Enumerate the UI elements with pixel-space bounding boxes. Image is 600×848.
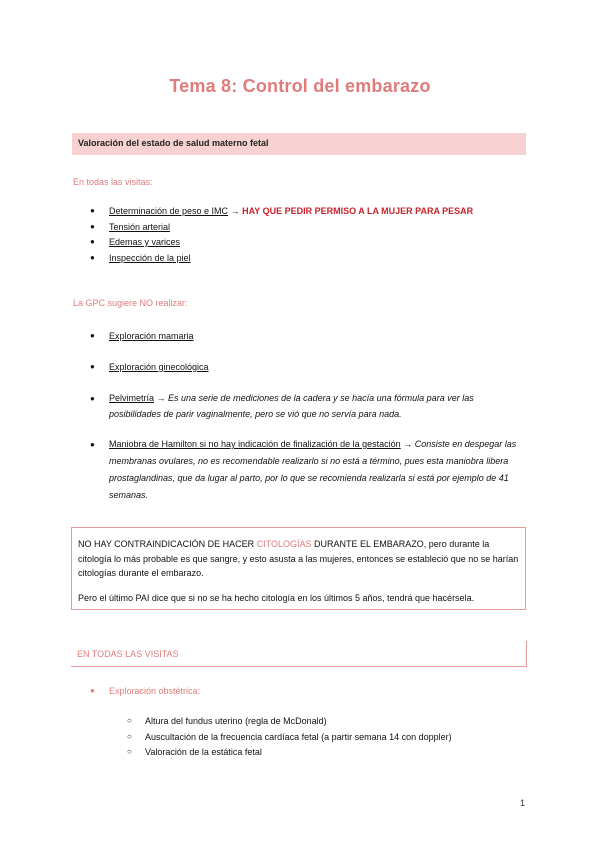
note-paragraph: Pero el último PAI dice que si no se ha hecho citología en los últimos 5 años, tendrá que hacérsela. (78, 592, 475, 603)
bullet-icon: ● (90, 331, 95, 340)
bullet-icon: ● (90, 686, 95, 695)
bullet-icon: ● (90, 253, 95, 262)
note-paragraph: NO HAY CONTRAINDICACIÓN DE HACER CITOLOGÍAS DURANTE EL EMBARAZO, pero durante la citología lo más probable es que sangre, y esto asusta a las mujeres, entonces se estableció que no se harían citologías durante el embarazo. (78, 539, 519, 578)
gpc-label: La GPC sugiere NO realizar: (73, 298, 188, 308)
section-heading-materno-fetal: Valoración del estado de salud materno fetal (72, 133, 526, 155)
bullet-icon: ● (90, 237, 95, 246)
circle-bullet-icon: ○ (127, 732, 132, 741)
page-title: Tema 8: Control del embarazo (169, 76, 431, 96)
bullet-icon: ● (90, 362, 95, 371)
bullet-icon: ● (90, 394, 95, 403)
citologia-note-box (71, 527, 526, 610)
circle-bullet-icon: ○ (127, 747, 132, 756)
page-number: 1 (520, 798, 526, 808)
bullet-icon: ● (90, 206, 95, 215)
bullet-icon: ● (90, 440, 95, 449)
visits-label: En todas las visitas: (73, 177, 153, 187)
circle-bullet-icon: ○ (127, 716, 132, 725)
section-heading-todas-visitas: EN TODAS LAS VISITAS (71, 641, 527, 667)
bullet-icon: ● (90, 222, 95, 231)
